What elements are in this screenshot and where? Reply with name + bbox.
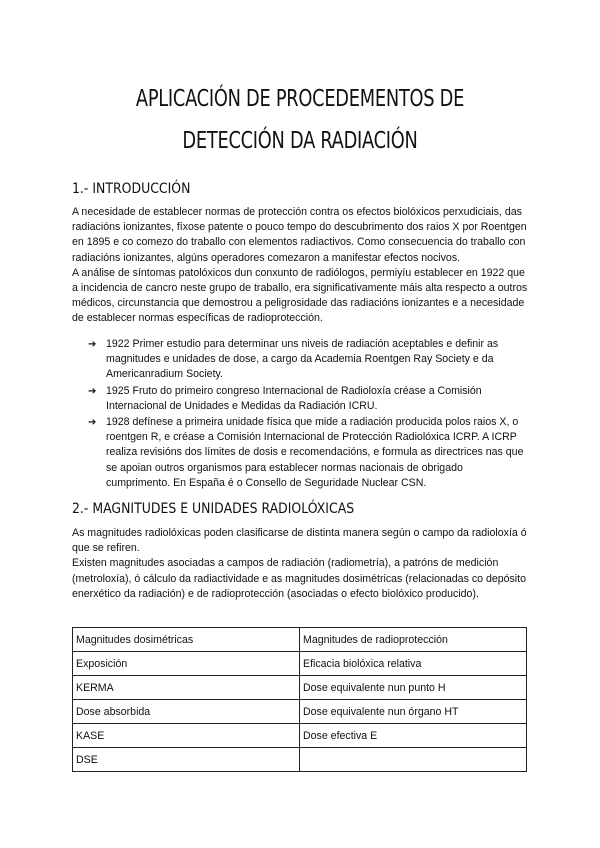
table-header-cell: Magnitudes de radioprotección <box>300 628 527 652</box>
table-header-cell: Magnitudes dosimétricas <box>73 628 300 652</box>
magnitudes-table <box>72 627 527 772</box>
list-item <box>88 415 528 491</box>
table-row <box>73 724 527 748</box>
magnitudes-paragraph-1: As magnitudes radiolóxicas poden clasificarse de distinta manera según o campo da radioloxía ó que se refiren. <box>72 527 527 555</box>
arrow-right-icon: ➔ <box>88 385 97 397</box>
table-cell: Dose absorbida <box>73 700 300 724</box>
list-item <box>88 337 528 383</box>
list-item <box>88 384 528 414</box>
table-row <box>73 676 527 700</box>
section-1-text <box>72 205 530 327</box>
arrow-right-icon: ➔ <box>88 339 97 350</box>
section-1-heading: 1.- INTRODUCCIÓN <box>72 181 191 197</box>
table-cell <box>300 748 527 772</box>
table-row <box>73 652 527 676</box>
title-line-2: DETECCIÓN DA RADIACIÓN <box>182 128 418 154</box>
list-item-text: 1922 Primer estudio para determinar uns niveis de radiación aceptables e definir as magnitudes e unidades de dose, a cargo da Academia Roentgen Ray Society e da Americanradium Society. <box>106 338 499 381</box>
table-cell: Exposición <box>73 652 300 676</box>
table-cell: KERMA <box>73 676 300 700</box>
section-2-text <box>72 526 530 602</box>
list-item-text: 1928 defínese a primeira unidade física que mide a radiación producida polos raios X, o roentgen R, e créase a Comisión Internacional de Protección Radiolóxica ICRP. A ICRP realiza revisións dos límites de dosis e recomendacións, e formula as directrices nas que se apoian outros organismos para establecer normas nacionais de obrigado cumprimento. En España é o Consello de Seguridade Nuclear CSN. <box>106 416 524 489</box>
table-row <box>73 700 527 724</box>
arrow-right-icon: ➔ <box>88 417 97 429</box>
intro-paragraph-1: A necesidade de establecer normas de protección contra os efectos biolóxicos perxudiciais, das radiacións ionizantes, fíxose patente o pouco tempo do descubrimento dos raios X por Roentgen en 1895 e co comezo do traballo con elementos radiactivos. Como consecuencia do traballo con radiacións ionizantes, algúns operadores comezaron a manifestar efectos nocivos. <box>72 206 527 264</box>
table-cell: Eficacia biolóxica relativa <box>300 652 527 676</box>
document-title <box>76 78 523 162</box>
list-item-text: 1925 Fruto do primeiro congreso Internacional de Radioloxía créase a Comisión Internacional de Unidades e Medidas da Radiación ICRU. <box>106 384 482 412</box>
intro-paragraph-2: A análise de síntomas patolóxicos dun conxunto de radiólogos, permiyíu establecer en 1922 que a incidencia de cancro neste grupo de traballo, era significativamente máis alta respecto a outros médicos, circunstancia que demostrou a peligrosidade das radiacións ionizantes e a necesidade de establecer normas específicas de radioprotección. <box>72 266 528 325</box>
table-row <box>73 748 527 772</box>
history-bullet-list <box>88 337 528 492</box>
table-cell: KASE <box>73 724 300 748</box>
table-cell: Dose equivalente nun órgano HT <box>300 700 527 724</box>
section-2-heading: 2.- MAGNITUDES E UNIDADES RADIOLÓXICAS <box>72 501 355 517</box>
magnitudes-paragraph-2: Existen magnitudes asociadas a campos de radiación (radiometría), a patróns de medición (metroloxía), ó cálculo da radiactividade e as magnitudes dosimétricas (relacionadas co depósito enerxético da radiación) e de radioprotección (asociadas o efecto biolóxico producido). <box>72 557 527 600</box>
title-line-1: APLICACIÓN DE PROCEDEMENTOS DE <box>135 86 465 112</box>
table-cell: DSE <box>73 748 300 772</box>
table-cell: Dose efectiva E <box>300 724 527 748</box>
table-cell: Dose equivalente nun punto H <box>300 676 527 700</box>
table-header-row <box>73 628 527 652</box>
